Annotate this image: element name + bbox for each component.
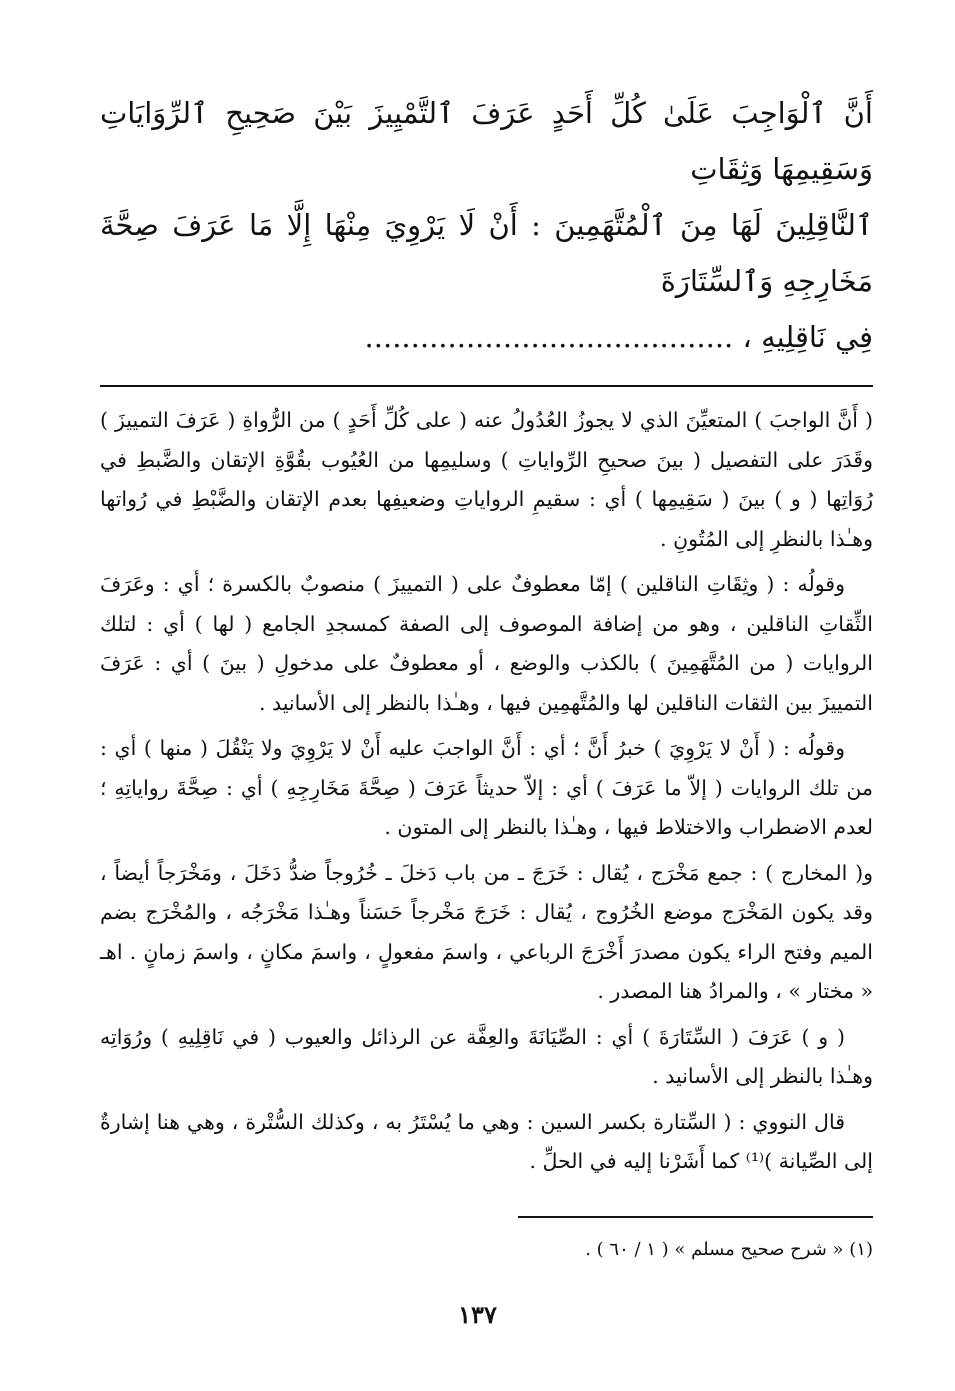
commentary-paragraph: ( و ) عَرَفَ ( السِّتَارَةَ ) أي : الصِّيَانَةَ والعِفَّة عن الرذائل والعيوب ( في نَاقِلِيهِ ) ورُوَاتِه وهـٰذا بالنظر إلى الأسانيد . — [100, 1024, 873, 1088]
matn-text — [100, 85, 873, 365]
commentary-paragraph: ( أَنَّ الواجبَ ) المتعيِّنَ الذي لا يجوزُ العُدُولُ عنه ( على كُلِّ أَحَدٍ ) من الرُّواةِ ( عَرَفَ التمييزَ ) وقَدَرَ على التفصيل ( بينَ صحيحِ الرِّواياتِ ) وسليمِها من العُيُوب بقُوَّةِ الإتقان والضَّبطِ في رُوَاتِها ( و ) بينَ ( سَقِيمِها ) أي : سقيمِ الرواياتِ وضعيفِها بعدم الإتقان والضَّبْطِ في رُواتها وهـٰذا بالنظرِ إلى المُتُونِ . — [100, 408, 873, 551]
commentary-paragraph: وقولُه : ( أَنْ لا يَرْوِيَ ) خبرُ أَنَّ ؛ أي : أَنَّ الواجبَ عليه أَنْ لا يَرْوِيَ ولا يَنْقُلَ ( منها ) أي : من تلك الروايات ( إلاّ ما عَرَفَ ) أي : إلاّ حديثاً عَرَفَ ( صِحَّةَ مَخَارِجِهِ ) أي : صِحَّةَ رواياتِهِ ؛ لعدم الاضطراب والاختلاط فيها ، وهـٰذا بالنظر إلى المتون . — [100, 736, 873, 839]
matn-divider — [100, 385, 873, 387]
commentary — [100, 401, 873, 1182]
matn-line: أَنَّ ٱلْوَاجِبَ عَلَىٰ كُلِّ أَحَدٍ عَرَفَ ٱلتَّمْيِيزَ بَيْنَ صَحِيحِ ٱلرِّوَايَاتِ وَسَقِيمِهَا وَثِقَاتِ — [100, 96, 873, 186]
matn-line-end: فِي نَاقِلِيهِ ، — [742, 320, 873, 354]
matn-line — [100, 309, 873, 365]
commentary-paragraph: و( المخارج ) : جمع مَخْرَج ، يُقال : خَرَجَ ـ من باب دَخلَ ـ خُرُوجاً ضدُّ دَخَلَ ، ومَخْرَجاً أيضاً ، وقد يكون المَخْرَج موضع الخُرُوج ، يُقال : خَرَجَ مَخْرجاً حَسَناً وهـٰذا مَخْرَجُه ، والمُخْرَج بضم الميم وفتح الراء يكون مصدرَ أَخْرَجَ الرباعي ، واسمَ مفعولٍ ، واسمَ مكانٍ ، واسمَ زمانٍ . اهـ « مختار » ، والمرادُ هنا المصدر . — [100, 860, 873, 1003]
footnote-divider — [518, 1216, 873, 1218]
page-number: ١٣٧ — [458, 1300, 497, 1329]
commentary-paragraph: قال النووي : ( السِّتارة بكسر السين : وهي ما يُسْتَرُ به ، وكذلك السُّتْرة ، وهي هنا إشارةٌ إلى الصِّيانة )⁽¹⁾ كما أَشَرْنا إليه في الحلِّ . — [100, 1109, 873, 1173]
matn-dots: ........................................ — [364, 320, 734, 354]
matn-line: ٱلنَّاقِلِينَ لَهَا مِنَ ٱلْمُتَّهَمِينَ : أَنْ لَا يَرْوِيَ مِنْهَا إِلَّا مَا عَرَفَ صِحَّةَ مَخَارِجِهِ وَٱلسِّتَارَةَ — [100, 208, 873, 298]
text-area — [100, 85, 873, 1188]
commentary-paragraph: وقولُه : ( وثِقَاتِ الناقلين ) إمّا معطوفٌ على ( التمييزَ ) منصوبٌ بالكسرة ؛ أي : وعَرَفَ الثِّقاتِ الناقلين ، وهو من إضافة الموصوف إلى الصفة كمسجدِ الجامع ( لها ) أي : لتلك الروايات ( من المُتَّهَمِينَ ) بالكذب والوضع ، أو معطوفٌ على مدخولِ ( بينَ ) أي : عَرَفَ التمييزَ بين الثقات الناقلين لها والمُتَّهمِين فيها ، وهـٰذا بالنظر إلى الأسانيد . — [100, 572, 873, 715]
footnote: (١) « شرح صحيح مسلم » ( ١ / ٦٠ ) . — [585, 1239, 873, 1260]
